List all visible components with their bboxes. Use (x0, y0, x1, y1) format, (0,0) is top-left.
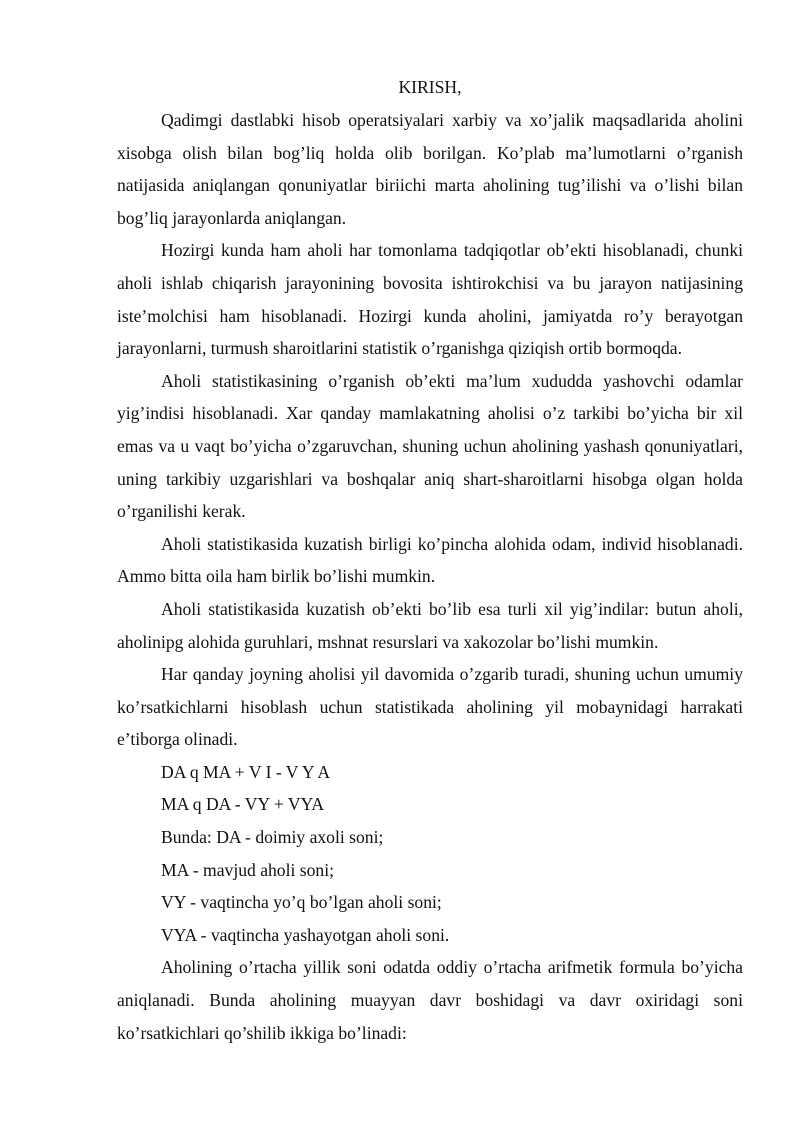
legend-line: VY - vaqtincha yo’q bo’lgan aholi soni; (161, 892, 442, 913)
formula-line: DA q MA + V I - V Y A (161, 761, 331, 782)
paragraph-3: Aholi statistikasining o’rganish ob’ekti ma’lum xududda yashovchi odamlar yig’indisi hisoblanadi. Xar qanday mamlakatning aholisi o’z tarkibi bo’yicha bir xil emas va u vaqt bo’yicha o’zgaruvchan, shuning uchun aholining yashash qonuniyatlari, uning tarkibiy uzgarishlari va boshqalar aniq shart-sharoitlarni hisobga olgan holda o’rganilishi kerak. (117, 370, 743, 522)
document-title: KIRISH, (398, 77, 462, 97)
paragraph-1: Qadimgi dastlabki hisob operatsiyalari xarbiy va xo’jalik maqsadlarida aholini xisobga olish bilan bog’liq holda olib borilgan. Ko’plab ma’lumotlarni o’rganish natijasida aniqlangan qonuniyatlar biriichi marta aholining tug’ilishi va o’lishi bilan bog’liq jarayonlarda aniqlangan. (117, 110, 743, 228)
document-page (117, 70, 743, 1049)
formula-line: MA q DA - VY + VYA (161, 794, 325, 815)
legend-line: VYA - vaqtincha yashayotgan aholi soni. (161, 924, 450, 945)
paragraph-6: Har qanday joyning aholisi yil davomida o’zgarib turadi, shuning uchun umumiy ko’rsatkichlarni hisoblash uchun statistikada aholining yil mobaynidagi harrakati e’tiborga olinadi. (117, 664, 743, 750)
paragraph-2: Hozirgi kunda ham aholi har tomonlama tadqiqotlar ob’ekti hisoblanadi, chunki aholi ishlab chiqarish jarayonining bovosita ishtirokchisi va bu jarayon natijasining iste’molchisi ham hisoblanadi. Hozirgi kunda aholini, jamiyatda ro’y berayotgan jarayonlarni, turmush sharoitlarini statistik o’rganishga qiziqish ortib bormoqda. (117, 240, 743, 359)
paragraph-4: Aholi statistikasida kuzatish birligi ko’pincha alohida odam, individ hisoblanadi. Ammo bitta oila ham birlik bo’lishi mumkin. (117, 533, 743, 587)
paragraph-5: Aholi statistikasida kuzatish ob’ekti bo’lib esa turli xil yig’indilar: butun aholi, aholinipg alohida guruhlari, mshnat resurslari va xakozolar bo’lishi mumkin. (117, 598, 743, 652)
legend-line: MA - mavjud aholi soni; (161, 859, 334, 880)
legend-line: Bunda: DA - doimiy axoli soni; (161, 827, 384, 848)
paragraph-final: Aholining o’rtacha yillik soni odatda oddiy o’rtacha arifmetik formula bo’yicha aniqlanadi. Bunda aholining muayyan davr boshidagi va davr oxiridagi soni ko’rsatkichlari qo’shilib ikkiga bo’linadi: (117, 957, 743, 1043)
